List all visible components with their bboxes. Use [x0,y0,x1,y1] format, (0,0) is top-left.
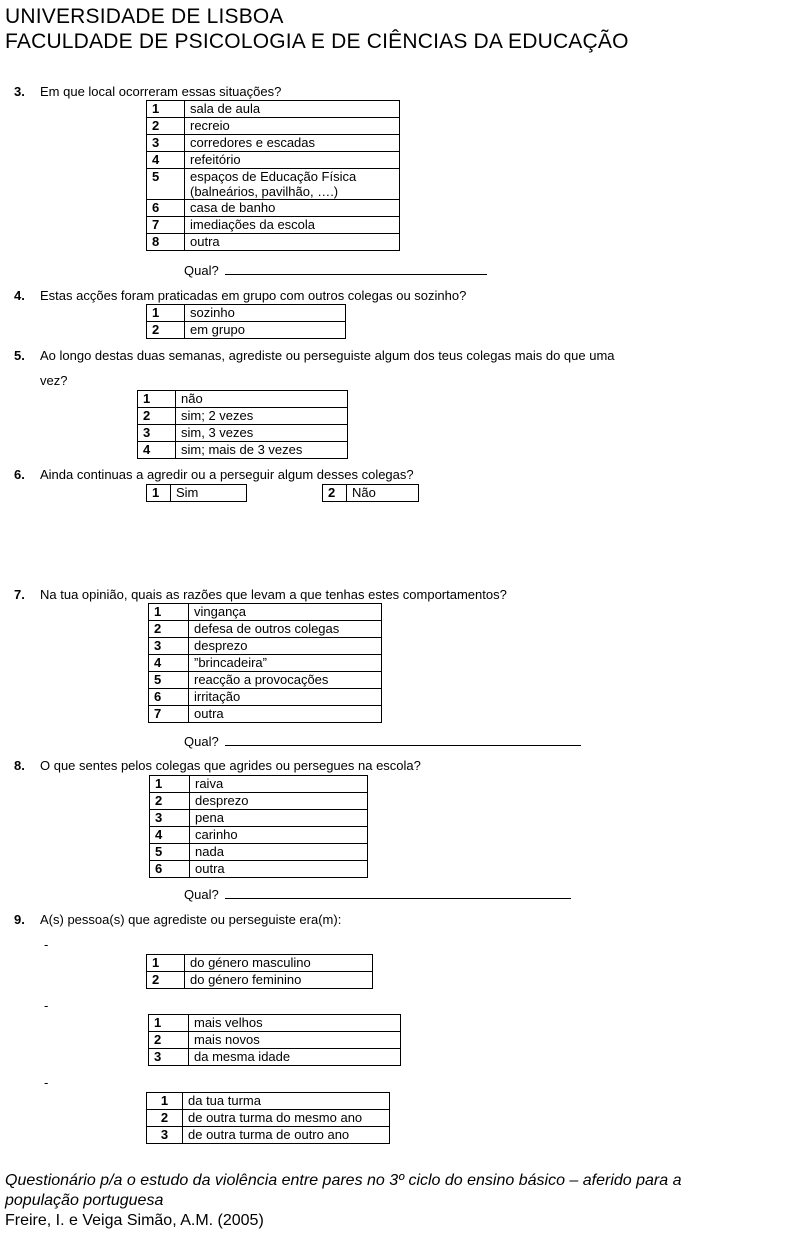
question-text: A(s) pessoa(s) que agrediste ou perseguiste era(m): [40,912,342,927]
option-number: 7 [149,706,189,723]
option-row[interactable] [147,1110,390,1127]
question-number: 8. [14,758,25,773]
option-label: carinho [190,827,368,844]
footer-citation: Freire, I. e Veiga Simão, A.M. (2005) [5,1212,264,1229]
option-row[interactable] [138,391,348,408]
option-label: pena [190,810,368,827]
qual-label: Qual? [184,734,219,749]
option-label: defesa de outros colegas [189,621,382,638]
option-number: 2 [149,1032,189,1049]
option-number: 1 [149,604,189,621]
option-number: 3 [147,1127,183,1144]
option-label: refeitório [185,152,400,169]
option-label: outra [190,861,368,878]
option-number: 1 [147,485,171,502]
qual-q3 [184,262,487,279]
option-row[interactable] [147,1127,390,1144]
options-table-q8 [149,775,368,878]
question-number: 5. [14,348,25,363]
footer-note-continued [5,1191,163,1211]
option-row[interactable] [147,101,400,118]
option-label: desprezo [189,638,382,655]
option-label: do género feminino [185,972,373,989]
option-row[interactable] [150,810,368,827]
options-table-q5 [137,390,348,459]
option-number: 2 [147,1110,183,1127]
option-label: sozinho [185,305,346,322]
option-label: de outra turma do mesmo ano [183,1110,390,1127]
option-number: 1 [149,1015,189,1032]
option-label: sim; 2 vezes [176,408,348,425]
option-number: 1 [147,1093,183,1110]
option-row[interactable] [150,776,368,793]
option-yes-table [146,484,247,502]
option-label: outra [189,706,382,723]
option-number: 6 [150,861,190,878]
option-number: 1 [150,776,190,793]
option-label-line1: espaços de Educação Física [190,169,357,184]
question-text: O que sentes pelos colegas que agrides ou persegues na escola? [40,758,421,773]
option-number: 1 [138,391,176,408]
option-number: 6 [149,689,189,706]
option-row[interactable] [147,234,400,251]
option-number: 3 [147,135,185,152]
option-label [185,169,400,200]
question-text: Estas acções foram praticadas em grupo com outros colegas ou sozinho? [40,288,467,303]
question-9 [14,912,341,928]
option-number: 8 [147,234,185,251]
option-row[interactable] [147,972,373,989]
option-row[interactable] [149,672,382,689]
option-row[interactable] [149,655,382,672]
option-row-no[interactable] [323,485,419,502]
option-row[interactable] [149,638,382,655]
option-label: ”brincadeira” [189,655,382,672]
option-row-yes[interactable] [147,485,247,502]
option-label: recreio [185,118,400,135]
option-label: Não [347,485,419,502]
question-7 [14,587,507,603]
option-label: Sim [171,485,247,502]
question-number: 3. [14,84,25,99]
option-row[interactable] [149,604,382,621]
option-label: mais novos [189,1032,401,1049]
option-number: 2 [149,621,189,638]
options-table-q9-age [148,1014,401,1066]
option-label: irritação [189,689,382,706]
question-text: Ao longo destas duas semanas, agrediste ou perseguiste algum dos teus colegas mais do que uma [40,348,615,363]
option-row[interactable] [147,305,346,322]
option-number: 3 [149,638,189,655]
qual-answer-line[interactable] [225,262,487,275]
qual-q7 [184,733,581,750]
option-row[interactable] [147,322,346,339]
option-label: não [176,391,348,408]
option-row[interactable] [149,1049,401,1066]
option-label: corredores e escadas [185,135,400,152]
question-3 [14,84,281,100]
option-number: 1 [147,955,185,972]
options-table-q3 [146,100,400,251]
option-no-table [322,484,419,502]
question-8 [14,758,421,774]
question-text: Em que local ocorreram essas situações? [40,84,282,99]
option-label: nada [190,844,368,861]
option-row[interactable] [149,1032,401,1049]
option-label: em grupo [185,322,346,339]
option-number: 4 [138,442,176,459]
option-row[interactable] [149,706,382,723]
option-number: 1 [147,101,185,118]
option-label-line2: (balneários, pavilhão, ….) [190,184,339,199]
option-row[interactable] [147,135,400,152]
qual-label: Qual? [184,887,219,902]
question-5 [14,348,615,364]
option-row[interactable] [150,793,368,810]
option-label: desprezo [190,793,368,810]
option-label: reacção a provocações [189,672,382,689]
options-table-q7 [148,603,382,723]
footer-note [5,1171,682,1191]
option-row[interactable] [150,827,368,844]
option-label: sim; mais de 3 vezes [176,442,348,459]
option-row[interactable] [150,844,368,861]
option-number: 4 [149,655,189,672]
option-number: 7 [147,217,185,234]
list-dash: - [44,998,49,1013]
option-label: de outra turma de outro ano [183,1127,390,1144]
options-table-q9-class [146,1092,390,1144]
list-dash: - [44,937,49,952]
option-number: 5 [149,672,189,689]
option-label: raiva [190,776,368,793]
option-row[interactable] [149,621,382,638]
option-number: 1 [147,305,185,322]
question-6 [14,467,414,483]
option-label: da tua turma [183,1093,390,1110]
university-title: UNIVERSIDADE DE LISBOA [5,5,284,28]
option-label: sala de aula [185,101,400,118]
option-label: imediações da escola [185,217,400,234]
option-row[interactable] [147,1093,390,1110]
question-number: 9. [14,912,25,927]
question-text: Ainda continuas a agredir ou a perseguir algum desses colegas? [40,467,414,482]
option-row[interactable] [147,200,400,217]
option-label: casa de banho [185,200,400,217]
footer-title-line1: Questionário p/a o estudo da violência entre pares no 3º ciclo do ensino básico – aferido para a [5,1172,682,1189]
qual-answer-line[interactable] [225,733,581,746]
qual-q8 [184,886,571,903]
option-number: 3 [149,1049,189,1066]
option-row[interactable] [147,169,400,200]
option-number: 2 [147,972,185,989]
option-number: 3 [150,810,190,827]
options-table-q4 [146,304,346,339]
faculty-title: FACULDADE DE PSICOLOGIA E DE CIÊNCIAS DA EDUCAÇÃO [5,30,629,53]
option-row[interactable] [147,217,400,234]
option-number: 3 [138,425,176,442]
option-label: outra [185,234,400,251]
question-number: 6. [14,467,25,482]
question-5-continuation: vez? [40,373,68,388]
option-row[interactable] [147,118,400,135]
option-row[interactable] [147,152,400,169]
question-number: 7. [14,587,25,602]
option-number: 2 [147,118,185,135]
question-number: 4. [14,288,25,303]
option-row[interactable] [150,861,368,878]
option-number: 4 [147,152,185,169]
option-number: 2 [147,322,185,339]
option-label: vingança [189,604,382,621]
option-number: 5 [150,844,190,861]
option-label: do género masculino [185,955,373,972]
qual-answer-line[interactable] [225,886,571,899]
option-number: 2 [150,793,190,810]
option-row[interactable] [138,408,348,425]
option-number: 6 [147,200,185,217]
option-row[interactable] [138,442,348,459]
option-row[interactable] [149,1015,401,1032]
option-number: 5 [147,169,185,200]
option-label: da mesma idade [189,1049,401,1066]
question-text: Na tua opinião, quais as razões que levam a que tenhas estes comportamentos? [40,587,507,602]
options-table-q9-gender [146,954,373,989]
option-number: 4 [150,827,190,844]
qual-label: Qual? [184,263,219,278]
option-label: mais velhos [189,1015,401,1032]
option-row[interactable] [149,689,382,706]
option-row[interactable] [138,425,348,442]
option-number: 2 [323,485,347,502]
option-row[interactable] [147,955,373,972]
footer-title-line2: população portuguesa [5,1192,164,1209]
option-label: sim, 3 vezes [176,425,348,442]
question-4 [14,288,466,304]
list-dash: - [44,1075,49,1090]
option-number: 2 [138,408,176,425]
